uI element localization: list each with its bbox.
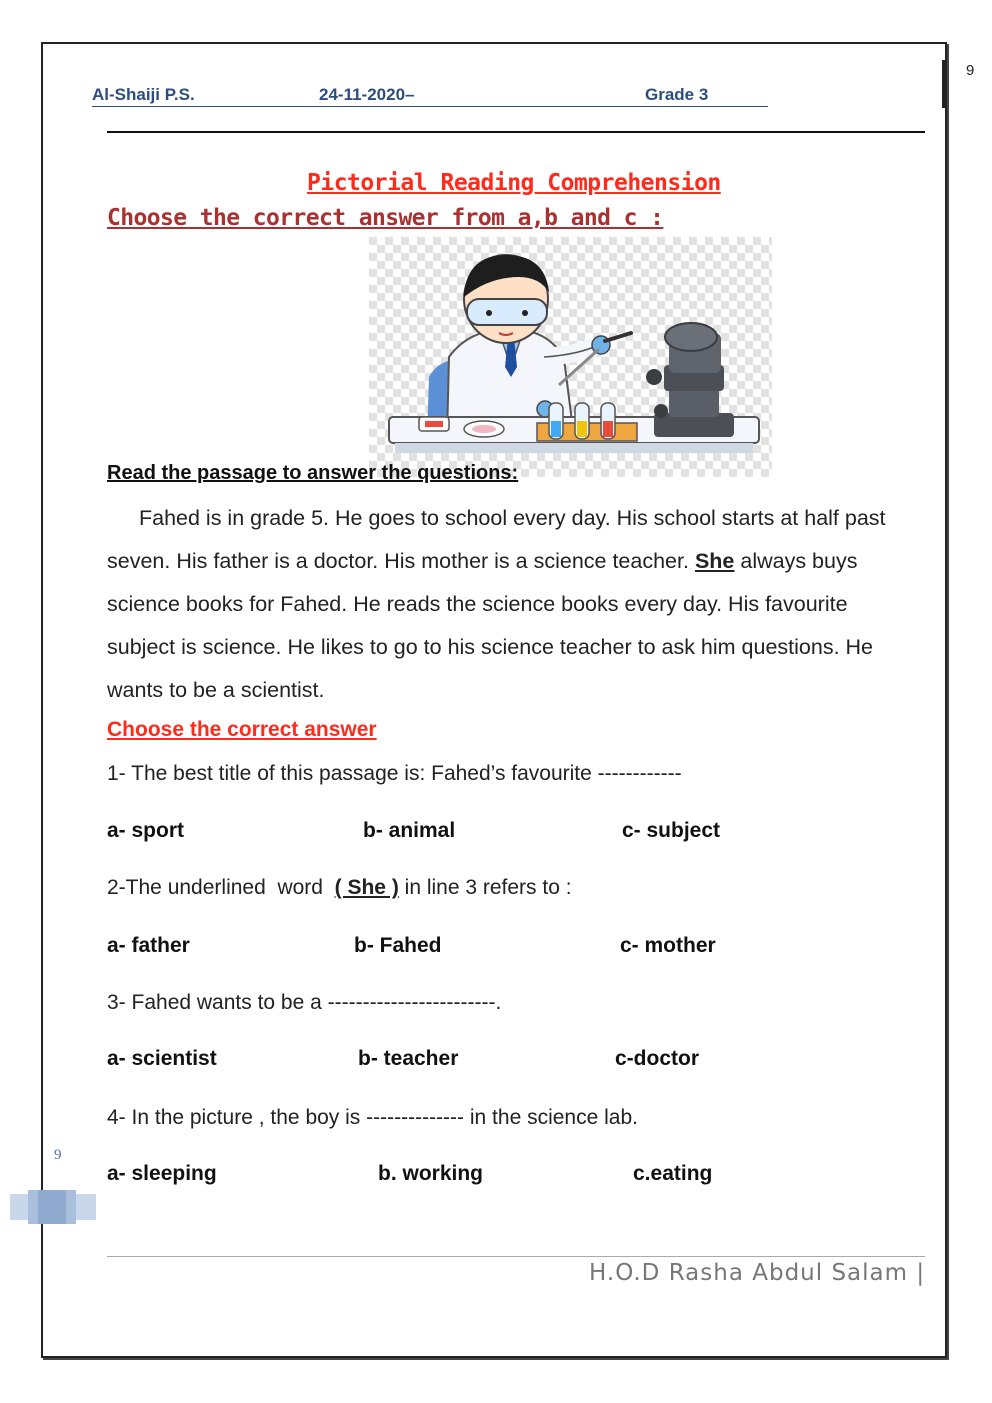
q2-option-c[interactable]: c- mother xyxy=(620,934,716,957)
q2-text-after: in line 3 refers to : xyxy=(398,876,572,899)
q4-option-b[interactable]: b. working xyxy=(378,1162,483,1185)
read-heading: Read the passage to answer the questions: xyxy=(107,462,519,484)
margin-bar xyxy=(942,60,945,108)
page-number: 9 xyxy=(966,62,975,79)
q3-option-c[interactable]: c-doctor xyxy=(615,1047,699,1070)
q3-option-b[interactable]: b- teacher xyxy=(358,1047,459,1070)
question-4: 4- In the picture , the boy is -------------- in the science lab. xyxy=(107,1106,638,1129)
question-1: 1- The best title of this passage is: Fahed’s favourite ------------ xyxy=(107,762,682,785)
footer-rule xyxy=(107,1256,925,1257)
q2-option-a[interactable]: a- father xyxy=(107,934,190,957)
q3-option-a[interactable]: a- scientist xyxy=(107,1047,217,1070)
header-rule xyxy=(107,131,925,133)
header-underline xyxy=(92,106,768,107)
school-name: Al-Shaiji P.S. xyxy=(92,85,195,104)
underlined-she: She xyxy=(694,549,735,573)
q1-option-a[interactable]: a- sport xyxy=(107,819,185,842)
page-tab-graphic xyxy=(10,1190,96,1224)
q2-underlined-word: ( She ) xyxy=(334,876,399,899)
choose-heading: Choose the correct answer xyxy=(107,718,377,741)
passage xyxy=(107,497,917,712)
instruction: Choose the correct answer from a,b and c : xyxy=(107,205,664,231)
q1-option-b[interactable]: b- animal xyxy=(363,819,456,842)
q2-option-b[interactable]: b- Fahed xyxy=(354,934,442,957)
date: 24-11-2020– xyxy=(319,85,415,104)
left-page-number: 9 xyxy=(54,1147,62,1163)
q2-text-before: 2-The underlined word xyxy=(107,876,335,899)
q4-option-a[interactable]: a- sleeping xyxy=(107,1162,217,1185)
q4-option-c[interactable]: c.eating xyxy=(633,1162,713,1185)
grade: Grade 3 xyxy=(645,85,709,104)
question-2 xyxy=(107,876,572,900)
passage-part1: Fahed is in grade 5. He goes to school every day. His school starts at half past seven. His father is a doctor. His mother is a science teacher. xyxy=(107,506,886,573)
q1-option-c[interactable]: c- subject xyxy=(622,819,721,842)
passage-part2: always buys science books for Fahed. He reads the science books every day. His favourite subject is science. He likes to go to his science teacher to ask him questions. He wants to be a scientist. xyxy=(107,549,874,702)
footer: H.O.D Rasha Abdul Salam | xyxy=(589,1260,926,1286)
page-title: Pictorial Reading Comprehension xyxy=(307,170,721,196)
question-3: 3- Fahed wants to be a ------------------------. xyxy=(107,991,502,1014)
scientist-illustration xyxy=(369,237,772,477)
